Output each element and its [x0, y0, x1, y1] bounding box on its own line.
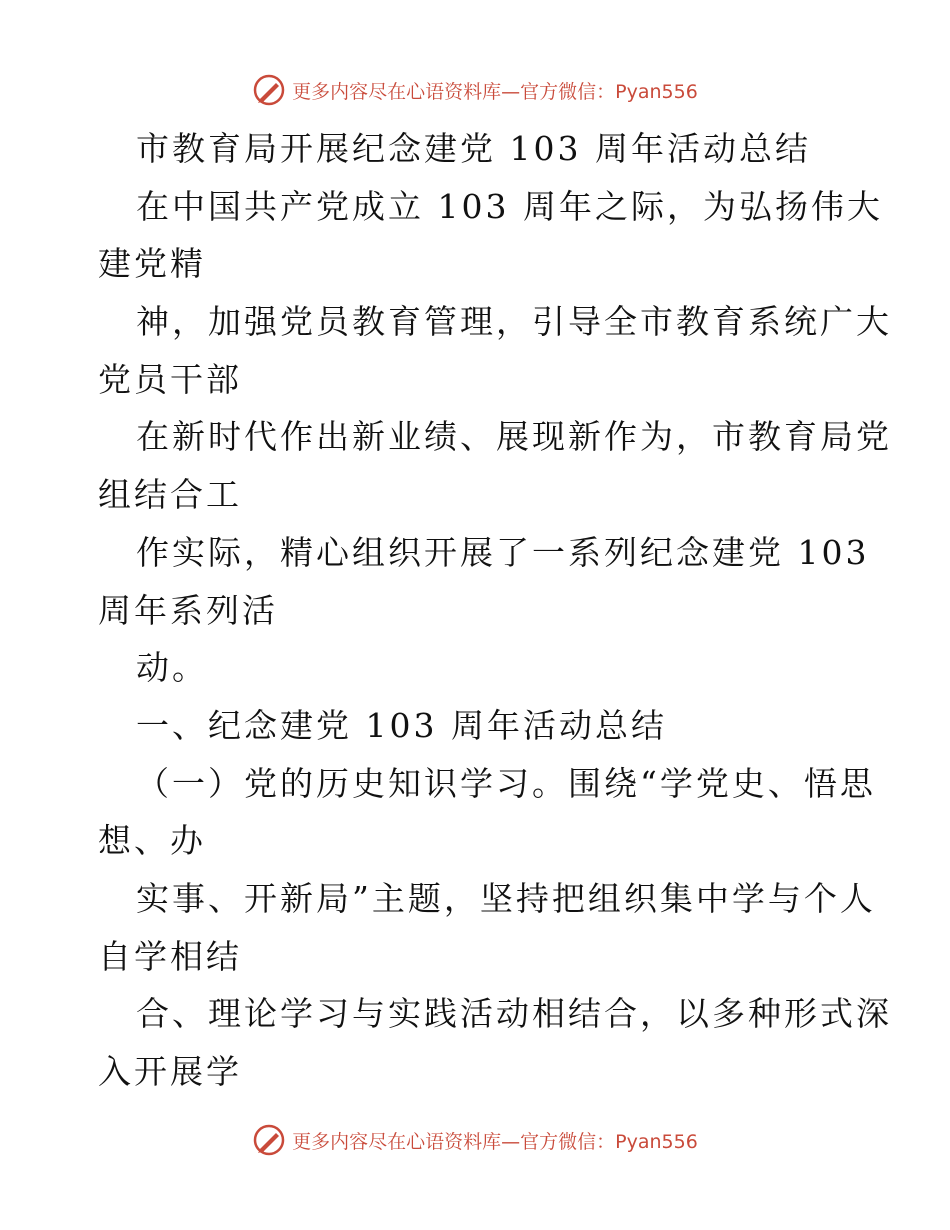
text-line: 组结合工	[98, 475, 242, 515]
text-line: 建党精	[98, 244, 206, 284]
document-body	[98, 120, 892, 1101]
text-line: 想、办	[98, 821, 206, 861]
text-line: 党员干部	[98, 359, 242, 399]
text-line: 神，加强党员教育管理，引导全市教育系统广大	[136, 302, 892, 342]
text-line: 动。	[136, 648, 208, 688]
text-line: 周年系列活	[98, 590, 278, 630]
pen-logo-icon	[252, 73, 286, 107]
pen-logo-icon	[252, 1123, 286, 1157]
text-line: 自学相结	[98, 936, 242, 976]
text-line: 一、纪念建党 103 周年活动总结	[136, 705, 667, 745]
text-line: 入开展学	[98, 1052, 242, 1091]
watermark-banner-top	[0, 70, 950, 110]
text-line: 在新时代作出新业绩、展现新作为，市教育局党	[136, 417, 892, 457]
text-line: 在中国共产党成立 103 周年之际，为弘扬伟大	[136, 186, 883, 226]
text-line: 合、理论学习与实践活动相结合，以多种形式深	[136, 994, 892, 1034]
watermark-banner-bottom	[0, 1120, 950, 1160]
text-line: 作实际，精心组织开展了一系列纪念建党 103	[136, 532, 870, 572]
text-line: 市教育局开展纪念建党 103 周年活动总结	[136, 129, 811, 168]
watermark-text: 更多内容尽在心语资料库—官方微信：Pyan556	[292, 80, 698, 103]
text-line: 实事、开新局”主题，坚持把组织集中学与个人	[136, 878, 876, 918]
text-line: （一）党的历史知识学习。围绕“学党史、悟思	[136, 763, 876, 803]
watermark-text: 更多内容尽在心语资料库—官方微信：Pyan556	[292, 1130, 698, 1153]
